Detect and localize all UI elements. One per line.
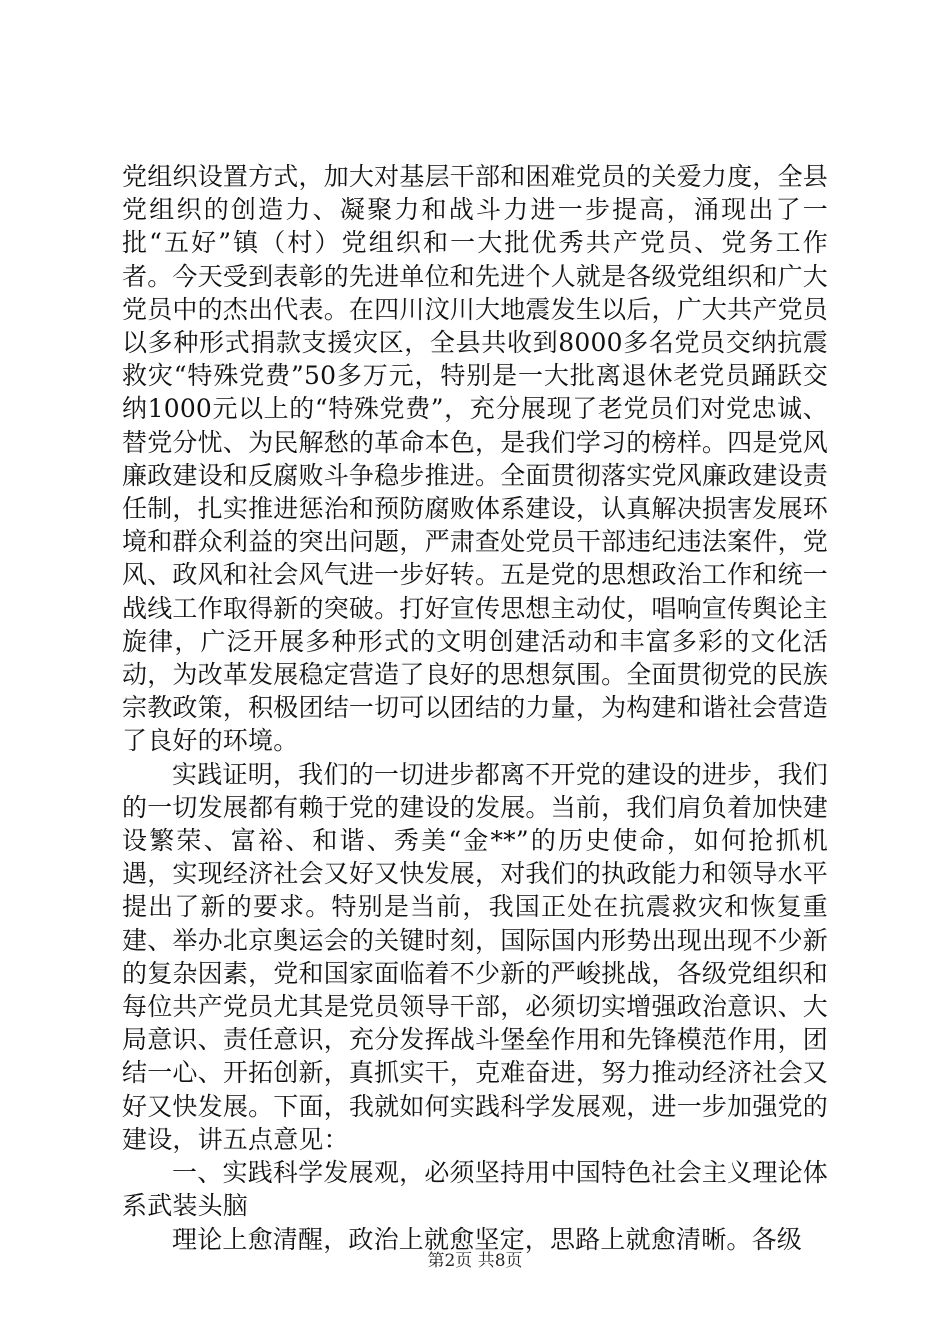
document-body	[122, 160, 828, 1256]
paragraph-2: 实践证明，我们的一切进步都离不开党的建设的进步，我们的一切发展都有赖于党的建设的发展。当前，我们肩负着加快建设繁荣、富裕、和谐、秀美“金**”的历史使命，如何抢抓机遇，实现经济社会又好又快发展，对我们的执政能力和领导水平提出了新的要求。特别是当前，我国正处在抗震救灾和恢复重建、举办北京奥运会的关键时刻，国际国内形势出现出现不少新的复杂因素，党和国家面临着不少新的严峻挑战，各级党组织和每位共产党员尤其是党员领导干部，必须切实增强政治意识、大局意识、责任意识，充分发挥战斗堡垒作用和先锋模范作用，团结一心、开拓创新，真抓实干，克难奋进，努力推动经济社会又好又快发展。下面，我就如何实践科学发展观，进一步加强党的建设，讲五点意见：	[122, 759, 828, 1154]
section-heading-1: 一、实践科学发展观，必须坚持用中国特色社会主义理论体系武装头脑	[122, 1158, 828, 1221]
paragraph-3: 理论上愈清醒，政治上就愈坚定，思路上就愈清晰。各级	[172, 1224, 803, 1254]
paragraph-1: 党组织设置方式，加大对基层干部和困难党员的关爱力度，全县党组织的创造力、凝聚力和战斗力进一步提高，涌现出了一批“五好”镇（村）党组织和一大批优秀共产党员、党务工作者。今天受到表彰的先进单位和先进个人就是各级党组织和广大党员中的杰出代表。在四川汶川大地震发生以后，广大共产党员以多种形式捐款支援灾区，全县共收到8000多名党员交纳抗震救灾“特殊党费”50多万元，特别是一大批离退休老党员踊跃交纳1000元以上的“特殊党费”，充分展现了老党员们对党忠诚、替党分忧、为民解愁的革命本色，是我们学习的榜样。四是党风廉政建设和反腐败斗争稳步推进。全面贯彻落实党风廉政建设责任制，扎实推进惩治和预防腐败体系建设，认真解决损害发展环境和群众利益的突出问题，严肃查处党员干部违纪违法案件，党风、政风和社会风气进一步好转。五是党的思想政治工作和统一战线工作取得新的突破。打好宣传思想主动仗，唱响宣传舆论主旋律，广泛开展多种形式的文明创建活动和丰富多彩的文化活动，为改革发展稳定营造了良好的思想氛围。全面贯彻党的民族宗教政策，积极团结一切可以团结的力量，为构建和谐社会营造了良好的环境。	[122, 162, 828, 756]
page-number-footer: 第2页 共8页	[427, 1251, 523, 1271]
